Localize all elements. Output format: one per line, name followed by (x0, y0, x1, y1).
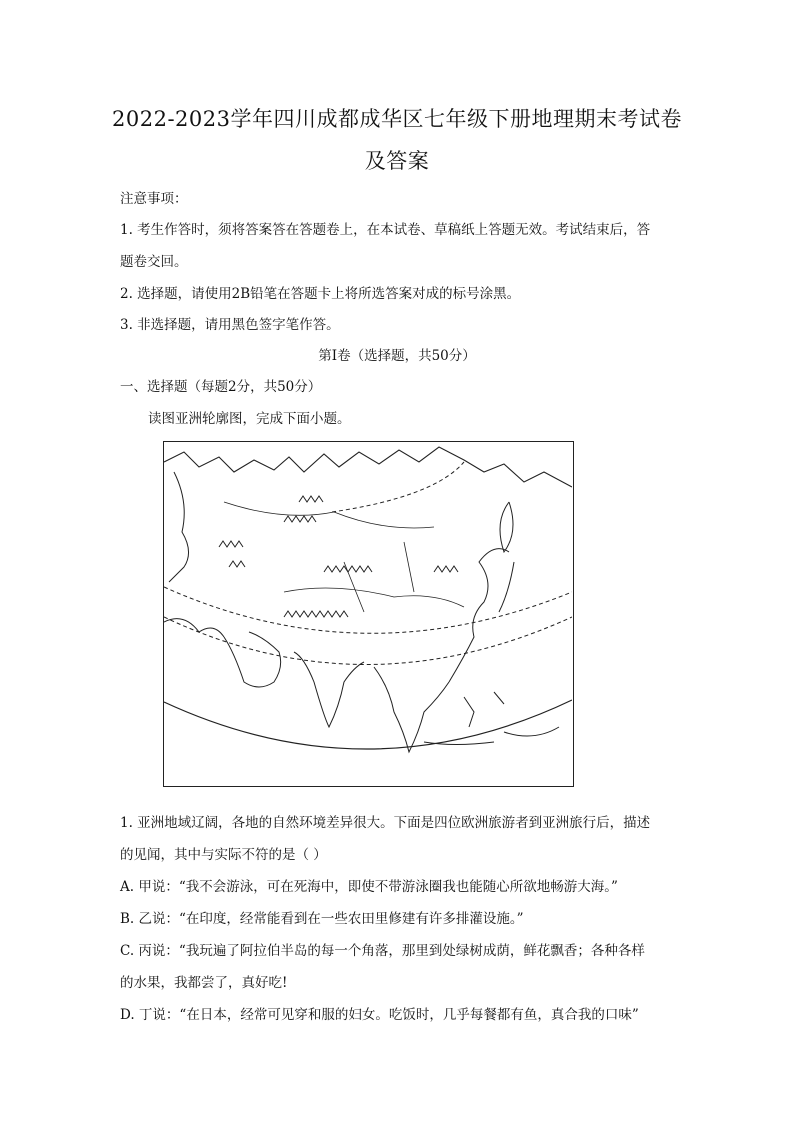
island-outlines (424, 692, 559, 745)
himalaya-mountains (284, 611, 348, 617)
part-heading: 第I卷（选择题，共50分） (318, 348, 476, 364)
notice-item-1: 1. 考生作答时，须将答案答在答题卷上，在本试卷、草稿纸上答题无效。考试结束后，答 (120, 222, 651, 238)
notice-item-3: 3. 非选择题，请用黑色签字笔作答。 (120, 317, 340, 333)
ural-mountains (284, 496, 323, 522)
north-coast (164, 447, 572, 487)
exam-title-line2: 及答案 (364, 149, 430, 173)
q1-option-c: C. 丙说：“我玩遍了阿拉伯半岛的每一个角落，那里到处绿树成荫，鲜花飘香；各种各样 (120, 943, 645, 959)
q1-stem: 1. 亚洲地域辽阔，各地的自然环境差异很大。下面是四位欧洲旅游者到亚洲旅行后，描述 (120, 815, 651, 831)
indochina (374, 667, 449, 752)
japan-islands (499, 562, 514, 612)
map-intro: 读图亚洲轮廓图，完成下面小题。 (148, 411, 351, 427)
interior-borders (224, 502, 464, 612)
notice-item-2: 2. 选择题，请使用2B铅笔在答题卡上将所选答案对成的标号涂黑。 (120, 286, 521, 302)
q1-option-b: B. 乙说：“在印度，经常能看到在一些农田里修建有许多排灌设施。” (120, 911, 524, 927)
q1-option-a: A. 甲说：“我不会游泳，可在死海中，即使不带游泳圈我也能随心所欲地畅游大海。” (120, 879, 618, 895)
q1-stem-cont: 的见闻，其中与实际不符的是（ ） (120, 847, 327, 863)
notice-item-1-cont: 题卷交回。 (120, 254, 188, 270)
latitude-line (164, 587, 572, 633)
q1-option-c-cont: 的水果，我都尝了，真好吃! (120, 975, 288, 991)
scandinavia (169, 472, 189, 582)
tianshan-mountains (324, 566, 372, 572)
kamchatka (500, 502, 513, 552)
china-coast (449, 549, 509, 682)
equator-arc (164, 700, 572, 749)
arabian-peninsula (224, 632, 281, 687)
caucasus-mountains (219, 541, 245, 567)
indian-subcontinent (294, 652, 364, 727)
q1-option-d: D. 丁说：“在日本，经常可见穿和服的妇女。吃饭时，几乎每餐都有鱼，真合我的口味” (120, 1007, 639, 1023)
arctic-circle-line (332, 462, 464, 512)
asia-outline-map (163, 441, 574, 787)
section-heading: 一、选择题（每题2分，共50分） (120, 379, 322, 395)
tropic-line (164, 617, 572, 665)
da-hinggan-mountains (434, 566, 458, 572)
notice-heading: 注意事项： (120, 191, 188, 207)
exam-title-line1: 2022-2023学年四川成都成华区七年级下册地理期末考试卷 (112, 107, 682, 131)
